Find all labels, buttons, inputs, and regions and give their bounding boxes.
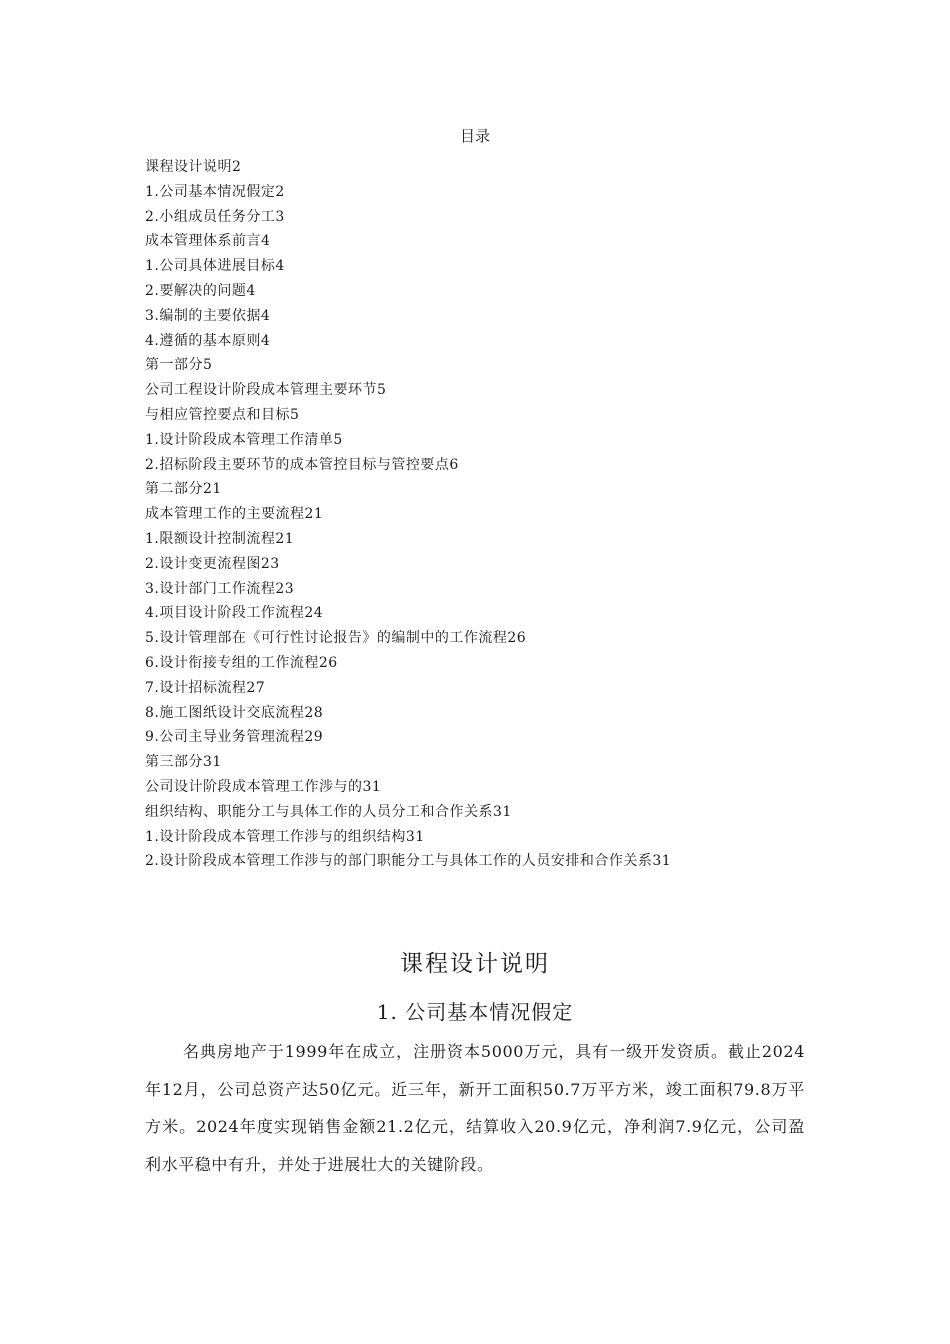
toc-item[interactable]: 成本管理工作的主要流程21: [145, 506, 324, 523]
toc-item[interactable]: 与相应管控要点和目标5: [145, 406, 300, 423]
toc-item[interactable]: 3.设计部门工作流程23: [145, 580, 295, 597]
toc-item[interactable]: 公司工程设计阶段成本管理主要环节5: [145, 382, 387, 399]
toc-item[interactable]: 第一部分5: [145, 357, 213, 374]
toc-item[interactable]: 第三部分31: [145, 754, 222, 771]
toc-item[interactable]: 2.小组成员任务分工3: [145, 208, 285, 225]
toc-item[interactable]: 2.设计变更流程图23: [145, 555, 280, 572]
toc-item[interactable]: 3.编制的主要依据4: [145, 307, 271, 324]
toc-item[interactable]: 9.公司主导业务管理流程29: [145, 729, 324, 746]
toc-item[interactable]: 2.要解决的问题4: [145, 282, 256, 299]
toc-item[interactable]: 1.设计阶段成本管理工作清单5: [145, 431, 343, 448]
toc-item[interactable]: 8.施工图纸设计交底流程28: [145, 704, 324, 721]
toc-item[interactable]: 2.招标阶段主要环节的成本管控目标与管控要点6: [145, 456, 459, 473]
toc-item[interactable]: 组织结构、职能分工与具体工作的人员分工和合作关系31: [145, 803, 512, 820]
toc-item[interactable]: 7.设计招标流程27: [145, 679, 266, 696]
toc-item[interactable]: 1.限额设计控制流程21: [145, 530, 295, 547]
toc-title: 目录: [459, 127, 490, 145]
toc-item[interactable]: 成本管理体系前言4: [145, 233, 271, 250]
subsection-title: 1. 公司基本情况假定: [376, 1000, 574, 1024]
table-of-contents: [145, 155, 845, 874]
toc-item[interactable]: 1.公司具体进展目标4: [145, 258, 285, 275]
toc-item[interactable]: 课程设计说明2: [145, 159, 242, 175]
toc-item[interactable]: 第二部分21: [145, 481, 222, 498]
toc-item[interactable]: 2.设计阶段成本管理工作涉与的部门职能分工与具体工作的人员安排和合作关系31: [145, 853, 672, 870]
toc-item[interactable]: 4.项目设计阶段工作流程24: [145, 605, 324, 622]
toc-item[interactable]: 1.公司基本情况假定2: [145, 183, 285, 200]
toc-item[interactable]: 公司设计阶段成本管理工作涉与的31: [145, 778, 382, 795]
toc-item[interactable]: 4.遵循的基本原则4: [145, 332, 271, 349]
toc-item[interactable]: 6.设计衔接专组的工作流程26: [145, 654, 338, 671]
toc-item[interactable]: 5.设计管理部在《可行性讨论报告》的编制中的工作流程26: [145, 630, 527, 647]
toc-item[interactable]: 1.设计阶段成本管理工作涉与的组织结构31: [145, 828, 425, 845]
section-title: 课程设计说明: [400, 951, 550, 977]
body-paragraph: 名典房地产于1999年在成立，注册资本5000万元，具有一级开发资质。截止2024年12月，公司总资产达50亿元。近三年，新开工面积50.7万平方米，竣工面积79.8万平方米。2024年度实现销售金额21.2亿元，结算收入20.9亿元，净利润7.9亿元，公司盈利水平稳中有升，并处于进展壮大的关键阶段。: [145, 1042, 805, 1174]
